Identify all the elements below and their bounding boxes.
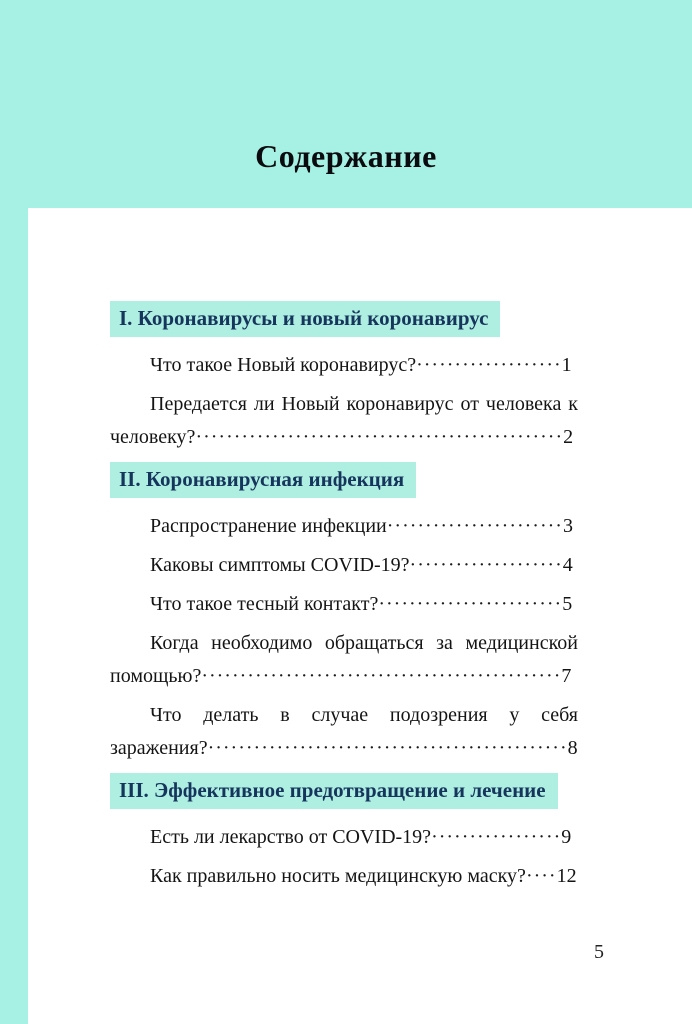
toc-section-1 [110, 301, 578, 454]
toc-entry-page-number: 4 [562, 554, 573, 576]
toc-entry-page-number: 9 [561, 826, 572, 848]
toc-section-3 [110, 773, 578, 893]
toc-entry-text: Распространение инфекции [150, 515, 387, 537]
page-title: Содержание [255, 138, 437, 174]
toc-entry [110, 860, 578, 893]
toc-entry-text: Что такое тесный контакт? [150, 593, 379, 615]
toc-entry [110, 821, 578, 854]
toc-entry [110, 699, 578, 765]
toc-entry-text: Есть ли лекарство от COVID-19? [150, 826, 432, 848]
section-heading: III. Эффективное предотвращение и лечение [110, 773, 558, 809]
dot-leader: ···· [525, 865, 557, 887]
toc-entry-page-number: 12 [556, 865, 577, 887]
dot-leader: ···················· [409, 554, 563, 576]
dot-leader: ··················· [416, 354, 562, 376]
content-area [28, 208, 692, 1024]
toc-entry-page-number: 2 [563, 426, 574, 448]
toc-entry [110, 627, 578, 693]
toc-entry [110, 388, 578, 454]
folio-page-number: 5 [594, 941, 604, 963]
table-of-contents [110, 301, 578, 899]
dot-leader: ················································ [195, 426, 564, 448]
toc-entry [110, 588, 578, 621]
toc-entry [110, 349, 578, 382]
dot-leader: ················· [431, 826, 562, 848]
dot-leader: ························ [378, 593, 563, 615]
toc-entry-page-number: 7 [561, 665, 572, 687]
dot-leader: ··············································· [201, 665, 562, 687]
section-heading: I. Коронавирусы и новый коронавирус [110, 301, 500, 337]
toc-entry-text: Передается ли Новый коронавирус от человека к человеку? [110, 393, 578, 448]
toc-entry-text: Когда необходимо обращаться за медицинской помощью? [110, 632, 578, 687]
toc-section-2 [110, 462, 578, 765]
toc-entry-text: Как правильно носить медицинскую маску? [150, 865, 526, 887]
dot-leader: ······················· [386, 515, 563, 537]
toc-entry-text: Что делать в случае подозрения у себя заражения? [110, 704, 578, 759]
section-heading: II. Коронавирусная инфекция [110, 462, 416, 498]
toc-entry-page-number: 5 [562, 593, 573, 615]
toc-entry-page-number: 8 [567, 737, 578, 759]
toc-entry-text: Что такое Новый коронавирус? [150, 354, 417, 376]
dot-leader: ··············································· [207, 737, 568, 759]
toc-entry-text: Каковы симптомы COVID-19? [150, 554, 410, 576]
toc-entry-page-number: 3 [562, 515, 573, 537]
toc-entry [110, 510, 578, 543]
toc-entry [110, 549, 578, 582]
toc-entry-page-number: 1 [561, 354, 572, 376]
